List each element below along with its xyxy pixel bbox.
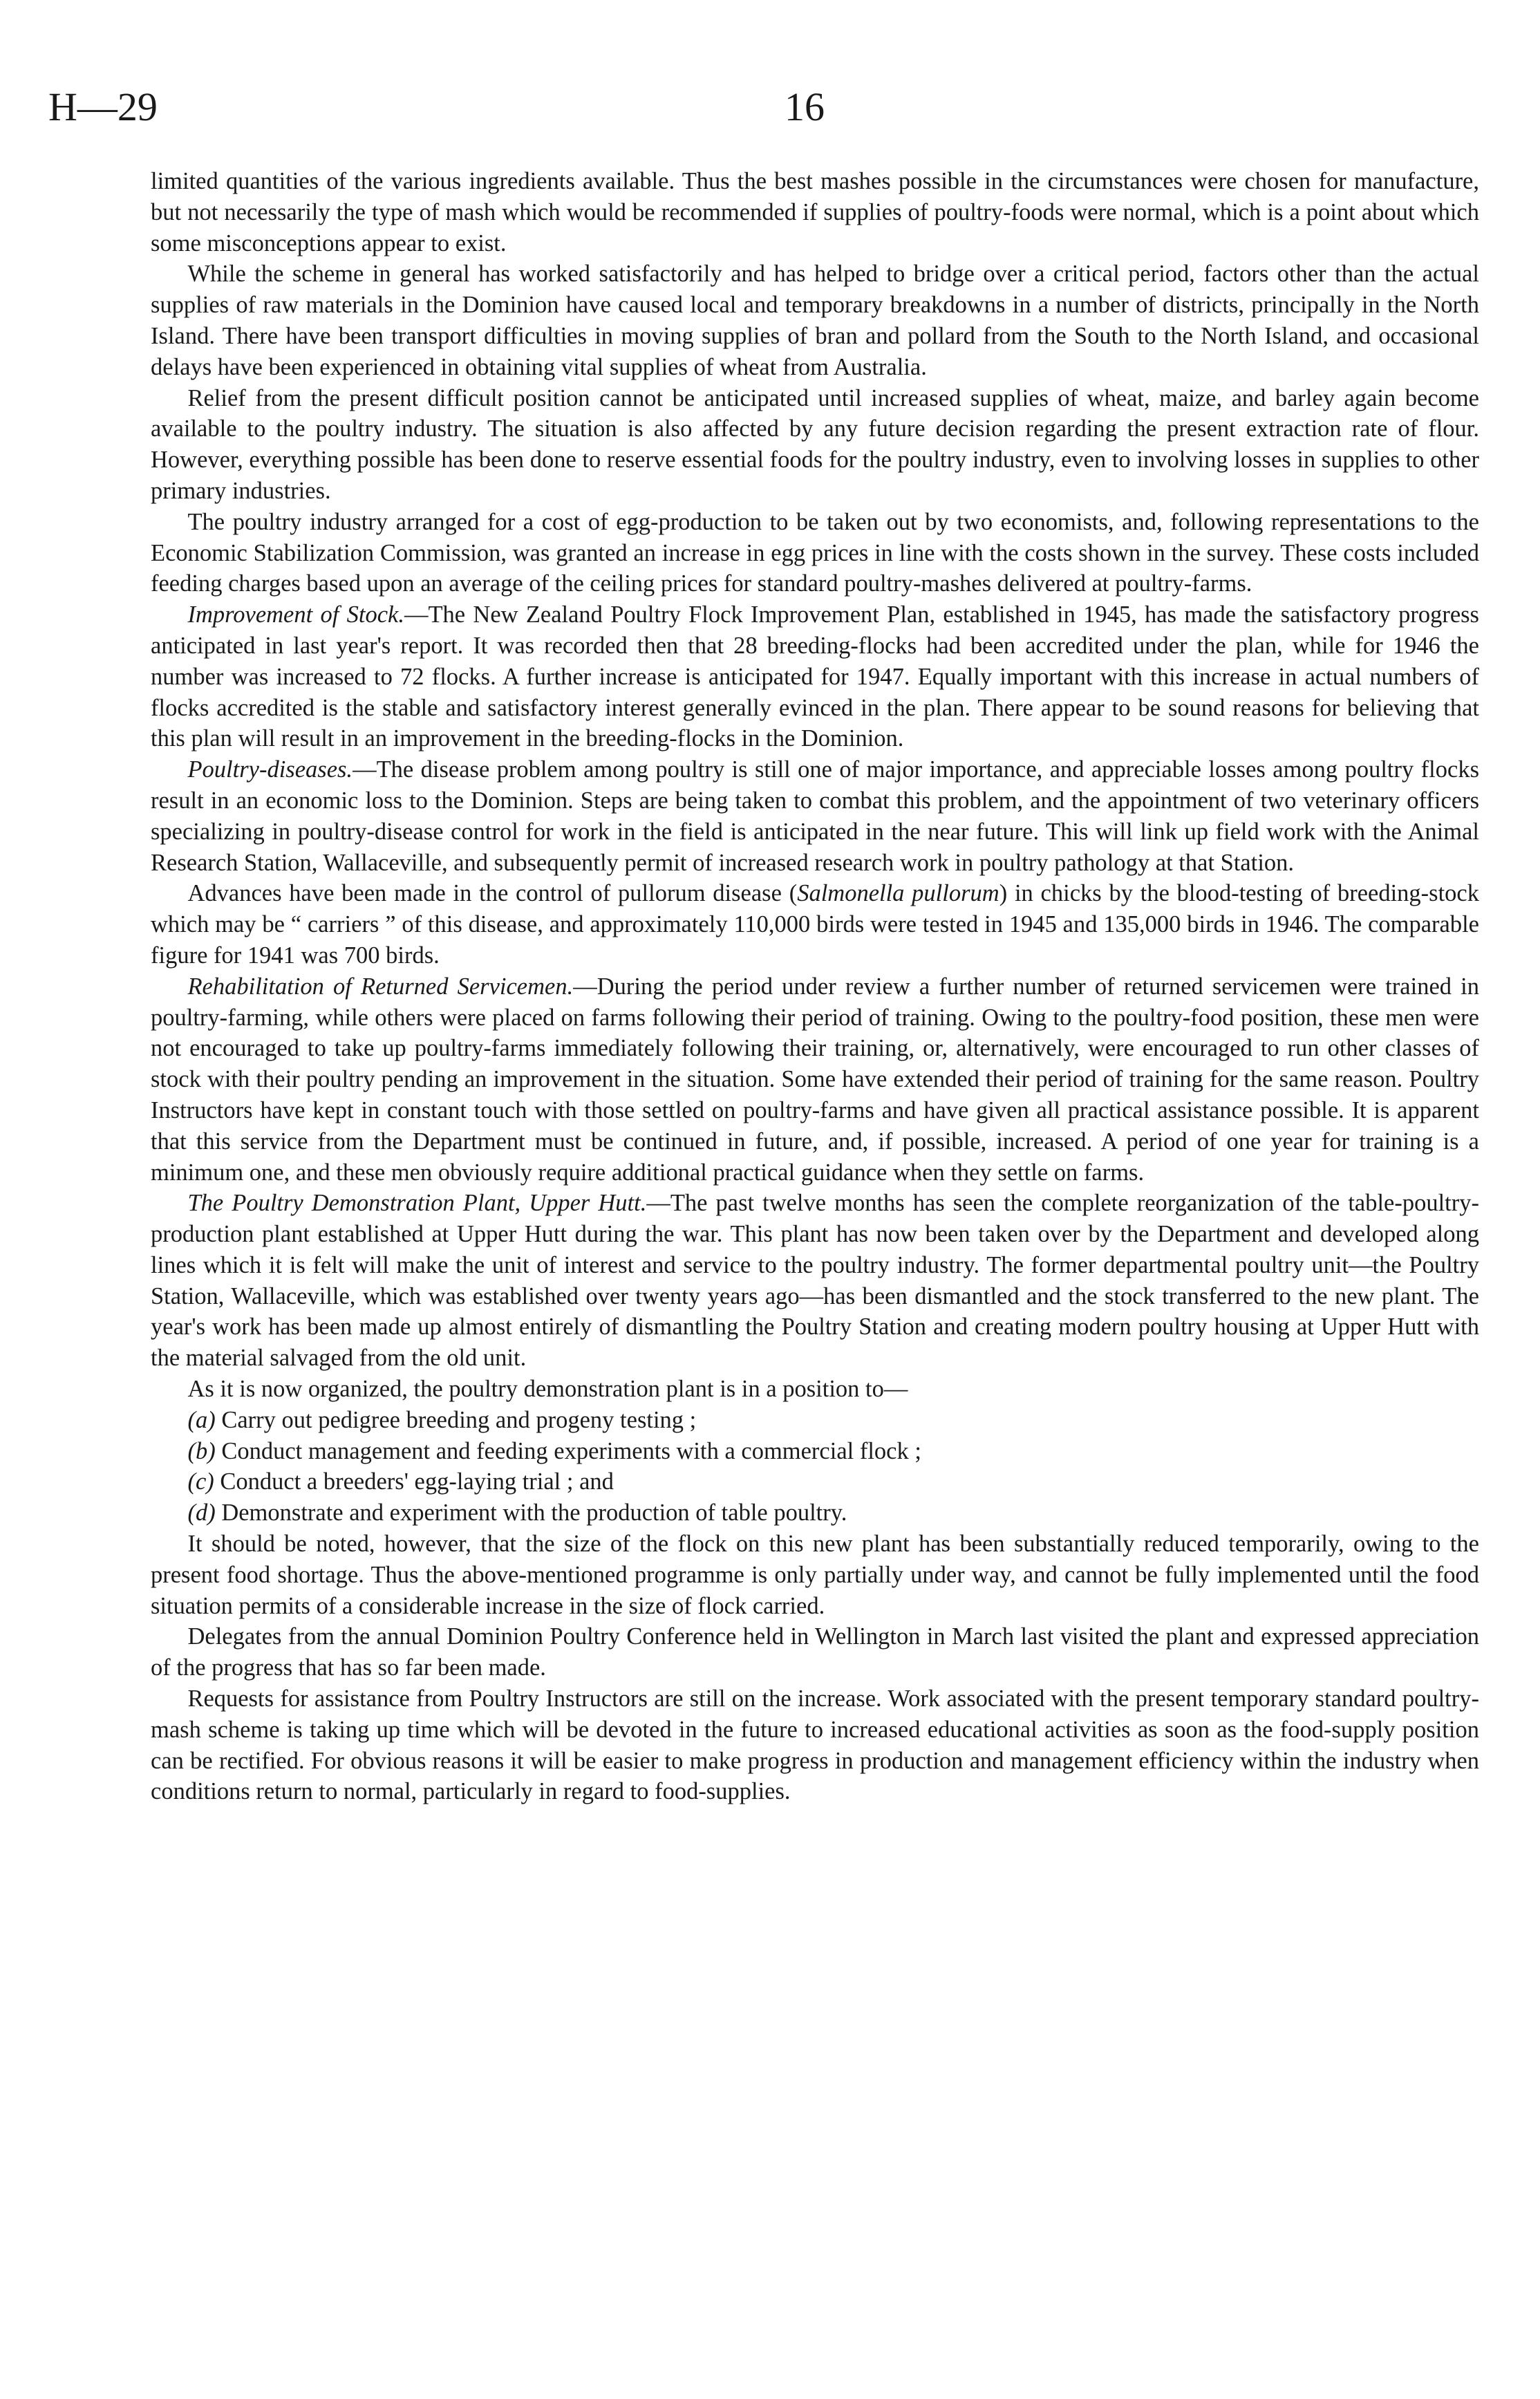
list-marker: (d) — [187, 1500, 216, 1527]
list-item — [187, 1497, 1479, 1529]
list-item-text: Conduct management and feeding experiments with a commercial flock ; — [221, 1437, 921, 1464]
paragraph-poultry-diseases — [151, 754, 1479, 878]
list-item — [187, 1436, 1479, 1467]
report-reference: H—29 — [48, 84, 158, 129]
paragraph-flock-size: It should be noted, however, that the size of the flock on this new plant has been substantially reduced temporarily, owing to the present food shortage. Thus the above-mentioned programme is only partially under way, and cannot be fully implemented until the food situation permits of a considerable increase in the size of flock carried. — [151, 1531, 1479, 1619]
section-heading-improvement-of-stock: Improvement of Stock. — [187, 601, 404, 628]
paragraph-text: Advances have been made in the control of pullorum disease ( — [187, 880, 798, 907]
paragraph-text: —The past twelve months has seen the complete reorganization of the table-poultry-production plant established at Upper Hutt during the war. This plant has now been taken over by the Department and developed along lines which it is felt will make the unit of interest and service to the poultry industry. The former departmental poultry unit—the Poultry Station, Wallaceville, which was established over twenty years ago—has been dismantled and the stock transferred to the new plant. The year's work has been made up almost entirely of dismantling the Poultry Station and creating modern poultry housing at Upper Hutt with the material salvaged from the old unit. — [151, 1190, 1479, 1372]
page-number: 16 — [785, 84, 825, 129]
paragraph-scheme-operation: While the scheme in general has worked satisfactorily and has helped to bridge over a critical period, factors other than the actual supplies of raw materials in the Dominion have caused local and temporary breakdowns in a number of districts, principally in the North Island. There have been transport difficulties in moving supplies of bran and pollard from the South to the North Island, and occasional delays have been experienced in obtaining vital supplies of wheat from Australia. — [151, 261, 1479, 380]
list-item — [187, 1405, 1479, 1436]
plant-capabilities-list — [151, 1405, 1479, 1529]
section-heading-rehabilitation: Rehabilitation of Returned Servicemen. — [187, 973, 574, 1000]
list-item-text: Carry out pedigree breeding and progeny testing ; — [221, 1406, 697, 1433]
paragraph-plant-organization: As it is now organized, the poultry demonstration plant is in a position to— — [187, 1376, 908, 1403]
paragraph-instructor-requests: Requests for assistance from Poultry Instructors are still on the increase. Work associated with the present temporary standard poultry-mash scheme is taking up time which will be devoted in the future to increased educational activities as soon as the food-supply position can be rectified. For obvious reasons it will be easier to make progress in production and management efficiency within the industry when conditions return to normal, particularly in regard to food-supplies. — [151, 1686, 1479, 1805]
list-item — [187, 1466, 1479, 1497]
paragraph-improvement-of-stock — [151, 599, 1479, 754]
list-marker: (c) — [187, 1468, 214, 1495]
body-text — [151, 166, 1479, 1807]
paragraph-text: ) in chicks by the blood-testing of breeding-stock which may be “ carriers ” of this disease, and approximately 110,000 birds were tested in 1945 and 135,000 birds in 1946. The comparable figure for 1941 was 700 birds. — [151, 880, 1479, 969]
paragraph-relief: Relief from the present difficult position cannot be anticipated until increased supplies of wheat, maize, and barley again become available to the poultry industry. The situation is also affected by any future decision regarding the present extraction rate of flour. However, everything possible has been done to reserve essential foods for the poultry industry, even to involving losses in supplies to other primary industries. — [151, 384, 1479, 504]
list-item-text: Demonstrate and experiment with the production of table poultry. — [221, 1500, 847, 1527]
paragraph-pullorum-control — [151, 878, 1479, 971]
paragraph-demonstration-plant — [151, 1188, 1479, 1374]
paragraph-conference-delegates: Delegates from the annual Dominion Poultry Conference held in Wellington in March last visited the plant and expressed appreciation of the progress that has so far been made. — [151, 1623, 1479, 1681]
species-name: Salmonella pullorum — [797, 880, 999, 907]
section-heading-poultry-diseases: Poultry-diseases. — [187, 756, 353, 783]
list-item-text: Conduct a breeders' egg-laying trial ; and — [220, 1468, 614, 1495]
page-header — [48, 80, 1493, 135]
paragraph-egg-production-cost: The poultry industry arranged for a cost of egg-production to be taken out by two economists, and, following representations to the Economic Stabilization Commission, was granted an increase in egg prices in line with the costs shown in the survey. These costs included feeding charges based upon an average of the ceiling prices for standard poultry-mashes delivered at poultry-farms. — [151, 508, 1479, 597]
paragraph-text: —The disease problem among poultry is still one of major importance, and appreciable losses among poultry flocks result in an economic loss to the Dominion. Steps are being taken to combat this problem, and the appointment of two veterinary officers specializing in poultry-disease control for work in the field is anticipated in the near future. This will link up field work with the Animal Research Station, Wallaceville, and subsequently permit of increased research work in poultry pathology at that Station. — [151, 756, 1479, 876]
section-heading-demonstration-plant: The Poultry Demonstration Plant, Upper Hutt. — [187, 1190, 647, 1217]
paragraph-rehabilitation — [151, 971, 1479, 1188]
paragraph-text: —The New Zealand Poultry Flock Improvement Plan, established in 1945, has made the satisfactory progress anticipated in last year's report. It was recorded then that 28 breeding-flocks had been accredited under the plan, while for 1946 the number was increased to 72 flocks. A further increase is anticipated for 1947. Equally important with this increase in actual numbers of flocks accredited is the stable and satisfactory interest generally evinced in the plan. There appear to be sound reasons for believing that this plan will result in an improvement in the breeding-flocks in the Dominion. — [151, 601, 1479, 752]
list-marker: (a) — [187, 1406, 216, 1433]
paragraph-text: —During the period under review a further number of returned servicemen were trained in poultry-farming, while others were placed on farms following their period of training. Owing to the poultry-food position, these men were not encouraged to take up poultry-farms immediately following their training, or, alternatively, were encouraged to run other classes of stock with their poultry pending an improvement in the situation. Some have extended their period of training for the same reason. Poultry Instructors have kept in constant touch with those settled on poultry-farms and have given all practical assistance possible. It is apparent that this service from the Department must be continued in future, and, if possible, increased. A period of one year for training is a minimum one, and these men obviously require additional practical guidance when they settle on farms. — [151, 973, 1479, 1186]
list-marker: (b) — [187, 1437, 216, 1464]
paragraph-continuation: limited quantities of the various ingredients available. Thus the best mashes possible in the circumstances were chosen for manufacture, but not necessarily the type of mash which would be recommended if supplies of poultry-foods were normal, which is a point about which some misconceptions appear to exist. — [151, 168, 1479, 256]
